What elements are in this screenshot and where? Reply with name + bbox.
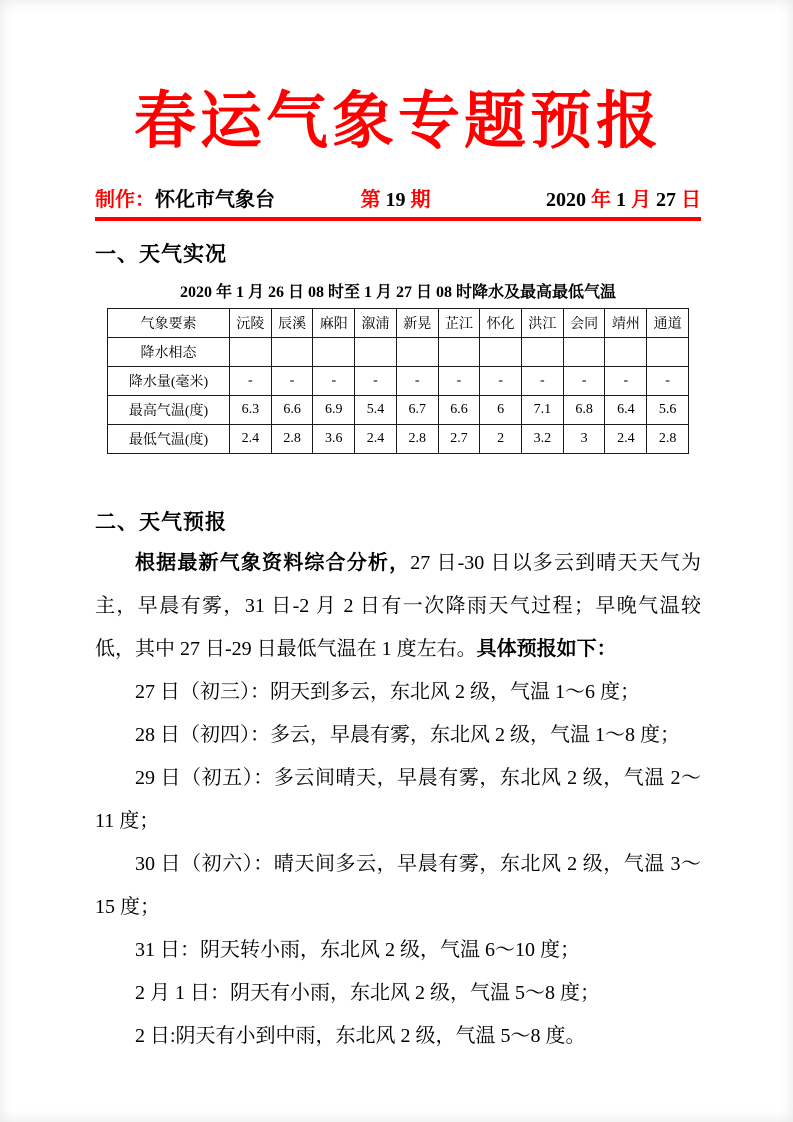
paragraph-analysis-text: 27 日-30 日以多云到晴天天气为主，早晨有雾，31 日-2 月 2 日有一次降雨天气过程；早晚气温较低，其中 27 日-29 日最低气温在 1 度左右。 — [95, 552, 702, 661]
table-cell: - — [480, 367, 522, 396]
table-cell: 2 — [480, 425, 522, 454]
table-cell — [605, 338, 647, 367]
date-part: 年 — [591, 189, 616, 212]
issue-line — [361, 183, 431, 212]
col-header-station: 靖州 — [605, 309, 647, 338]
table-cell: 2.8 — [396, 425, 438, 454]
table-cell: 6.9 — [313, 396, 355, 425]
forecast-item: 31 日：阴天转小雨，东北风 2 级，气温 6～10 度； — [135, 939, 580, 962]
col-header-station: 沅陵 — [230, 309, 272, 338]
section1-heading: 一、天气实况 — [95, 242, 227, 267]
section2-heading: 二、天气预报 — [95, 510, 227, 535]
table-cell: - — [522, 367, 564, 396]
maker-label: 制作： — [95, 189, 155, 212]
table-cell: 2.8 — [271, 425, 313, 454]
col-header-station: 会同 — [563, 309, 605, 338]
weather-table — [107, 308, 689, 454]
table-cell — [438, 338, 480, 367]
row-label: 降水相态 — [108, 338, 230, 367]
table-cell: 3.6 — [313, 425, 355, 454]
table-cell: - — [563, 367, 605, 396]
table-cell — [522, 338, 564, 367]
table-cell — [313, 338, 355, 367]
table-cell: 6.6 — [271, 396, 313, 425]
red-divider — [95, 217, 701, 221]
row-label: 最低气温(度) — [108, 425, 230, 454]
table-cell — [480, 338, 522, 367]
date-part: 月 — [631, 189, 656, 212]
doc-title: 春运气象专题预报 — [133, 88, 662, 156]
row-label: 最高气温(度) — [108, 396, 230, 425]
table-cell: - — [271, 367, 313, 396]
col-header-station: 溆浦 — [355, 309, 397, 338]
table-cell: 3 — [563, 425, 605, 454]
maker-line — [95, 183, 275, 212]
col-header-station: 通道 — [647, 309, 689, 338]
table-header-row — [108, 309, 689, 338]
table-cell: - — [313, 367, 355, 396]
col-header-station: 新晃 — [396, 309, 438, 338]
table-body — [108, 338, 689, 454]
issue-number: 19 — [385, 189, 406, 212]
table-row — [108, 367, 689, 396]
table-cell — [647, 338, 689, 367]
issue-suffix: 期 — [405, 189, 431, 212]
maker-value: 怀化市气象台 — [155, 189, 275, 212]
col-header-station: 麻阳 — [313, 309, 355, 338]
table-cell: 3.2 — [522, 425, 564, 454]
col-header-station: 怀化 — [480, 309, 522, 338]
table-cell: 5.6 — [647, 396, 689, 425]
table-cell: 6.4 — [605, 396, 647, 425]
table-cell: 2.7 — [438, 425, 480, 454]
col-header-station: 洪江 — [522, 309, 564, 338]
col-header-station: 辰溪 — [271, 309, 313, 338]
date-part: 2020 — [546, 189, 591, 212]
issue-date — [546, 183, 701, 212]
forecast-items — [95, 671, 701, 1058]
table-cell — [271, 338, 313, 367]
table-cell: 6.8 — [563, 396, 605, 425]
table-cell: 6.7 — [396, 396, 438, 425]
table-cell: - — [355, 367, 397, 396]
forecast-item: 29 日（初五）：多云间晴天，早晨有雾，东北风 2 级，气温 2～11 度； — [95, 767, 701, 833]
table-cell: 2.8 — [647, 425, 689, 454]
issue-prefix: 第 — [360, 189, 386, 212]
meta-row — [95, 183, 701, 212]
table-cell: 2.4 — [355, 425, 397, 454]
forecast-item: 30 日（初六）：晴天间多云，早晨有雾，东北风 2 级，气温 3～15 度； — [95, 853, 701, 919]
row-label: 降水量(毫米) — [108, 367, 230, 396]
col-header-element: 气象要素 — [108, 309, 230, 338]
table-cell — [355, 338, 397, 367]
table-cell: - — [647, 367, 689, 396]
forecast-summary-paragraph — [95, 542, 701, 671]
table-cell — [563, 338, 605, 367]
table-cell: 6.3 — [230, 396, 272, 425]
table-title: 2020 年 1 月 26 日 08 时至 1 月 27 日 08 时降水及最高最低气温 — [179, 284, 616, 302]
table-row — [108, 396, 689, 425]
date-part: 日 — [681, 189, 701, 212]
table-cell: 2.4 — [230, 425, 272, 454]
table-cell: - — [605, 367, 647, 396]
table-row — [108, 425, 689, 454]
table-row — [108, 338, 689, 367]
forecast-item: 28 日（初四）：多云，早晨有雾，东北风 2 级，气温 1～8 度； — [135, 724, 680, 747]
table-cell: 6 — [480, 396, 522, 425]
paragraph-bold-tail: 具体预报如下： — [476, 638, 617, 661]
table-cell: - — [230, 367, 272, 396]
table-cell: - — [396, 367, 438, 396]
table-cell: 2.4 — [605, 425, 647, 454]
forecast-item: 2 月 1 日：阴天有小雨，东北风 2 级，气温 5～8 度； — [135, 982, 600, 1005]
col-header-station: 芷江 — [438, 309, 480, 338]
forecast-item: 27 日（初三）：阴天到多云，东北风 2 级，气温 1～6 度； — [135, 681, 640, 704]
paragraph-bold-lead: 根据最新气象资料综合分析， — [135, 552, 411, 575]
date-part: 27 — [656, 189, 681, 212]
forecast-item: 2 日:阴天有小到中雨，东北风 2 级，气温 5～8 度。 — [135, 1025, 586, 1048]
date-part: 1 — [616, 189, 631, 212]
table-cell — [230, 338, 272, 367]
table-cell: 5.4 — [355, 396, 397, 425]
table-cell: 6.6 — [438, 396, 480, 425]
table-cell: 7.1 — [522, 396, 564, 425]
table-cell: - — [438, 367, 480, 396]
table-cell — [396, 338, 438, 367]
